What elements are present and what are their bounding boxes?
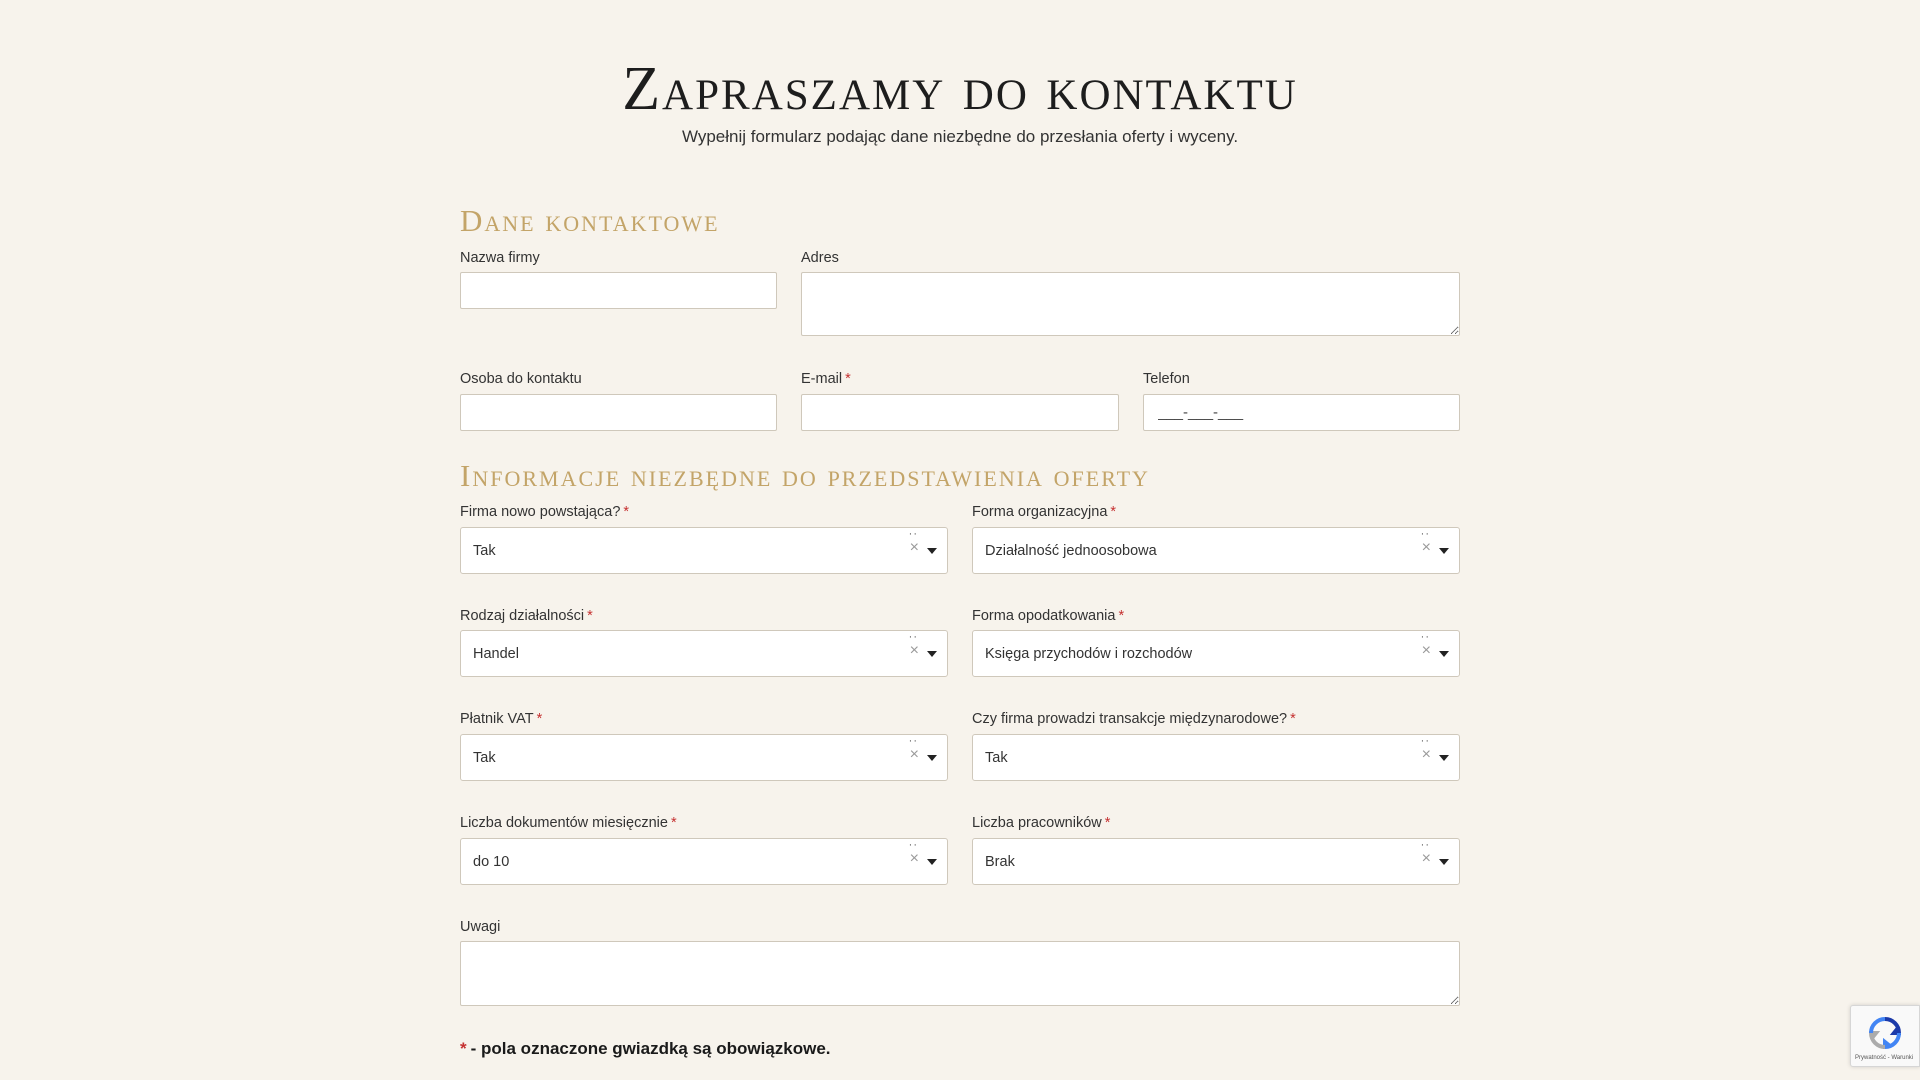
drag-handle-icon: ··	[1420, 528, 1430, 540]
required-mark: *	[1290, 711, 1296, 727]
required-mark: *	[536, 711, 543, 727]
label-contact-person: Osoba do kontaktu	[460, 371, 582, 387]
label-org-form: Forma organizacyjna *	[972, 504, 1117, 520]
select-value: Tak	[473, 543, 496, 559]
drag-handle-icon: ··	[1420, 735, 1430, 747]
select-value: Działalność jednoosobowa	[985, 543, 1157, 559]
clear-icon[interactable]: ×	[909, 850, 919, 867]
clear-icon[interactable]: ×	[1421, 850, 1431, 867]
select-value: Handel	[473, 646, 519, 662]
chevron-down-icon[interactable]	[927, 548, 937, 554]
recaptcha-badge[interactable]	[1850, 1005, 1920, 1067]
clear-icon[interactable]: ×	[909, 746, 919, 763]
clear-icon[interactable]: ×	[1421, 746, 1431, 763]
label-vat-payer: Płatnik VAT *	[460, 711, 543, 727]
drag-handle-icon: ··	[908, 528, 918, 540]
required-mark: *	[670, 815, 677, 831]
drag-handle-icon: ··	[908, 735, 918, 747]
required-mark: *	[1110, 504, 1117, 520]
address-textarea[interactable]	[801, 272, 1460, 336]
label-international: Czy firma prowadzi transakcje międzynarodowe? *	[972, 711, 1296, 727]
chevron-down-icon[interactable]	[1439, 859, 1449, 865]
notes-textarea[interactable]	[460, 941, 1460, 1006]
select-value: Tak	[473, 750, 496, 766]
label-phone: Telefon	[1143, 371, 1190, 387]
company-name-input[interactable]	[460, 272, 777, 309]
required-mark: *	[1118, 608, 1125, 624]
drag-handle-icon: ··	[908, 631, 918, 643]
drag-handle-icon: ··	[1420, 839, 1430, 851]
chevron-down-icon[interactable]	[1439, 755, 1449, 761]
required-fields-note: * - pola oznaczone gwiazdką są obowiązkowe.	[460, 1039, 831, 1058]
required-mark: *	[845, 371, 851, 387]
email-input[interactable]	[801, 394, 1119, 431]
recaptcha-icon	[1867, 1015, 1903, 1051]
label-address: Adres	[801, 250, 839, 266]
page-subtitle: Wypełnij formularz podając dane niezbędne do przesłania oferty i wyceny.	[681, 127, 1239, 146]
chevron-down-icon[interactable]	[1439, 651, 1449, 657]
label-employees: Liczba pracowników *	[972, 815, 1111, 831]
label-company-name: Nazwa firmy	[460, 250, 540, 266]
clear-icon[interactable]: ×	[909, 642, 919, 659]
required-mark: *	[587, 608, 593, 624]
label-new-company: Firma nowo powstająca? *	[460, 504, 630, 520]
recaptcha-links[interactable]: Prywatność - Warunki	[1855, 1055, 1914, 1061]
clear-icon[interactable]: ×	[1421, 539, 1431, 556]
required-mark: *	[460, 1039, 467, 1058]
select-value: Tak	[985, 750, 1008, 766]
international-select[interactable]	[972, 734, 1460, 781]
contact-person-input[interactable]	[460, 394, 777, 431]
chevron-down-icon[interactable]	[1439, 548, 1449, 554]
tax-form-select[interactable]	[972, 630, 1460, 677]
chevron-down-icon[interactable]	[927, 651, 937, 657]
section-title-contact: Dane kontaktowe	[460, 203, 720, 238]
select-value: Księga przychodów i rozchodów	[985, 646, 1193, 662]
label-notes: Uwagi	[460, 919, 501, 935]
required-mark: *	[623, 504, 630, 520]
phone-input[interactable]	[1143, 394, 1460, 431]
employees-select[interactable]	[972, 838, 1460, 885]
select-value: Brak	[985, 854, 1015, 870]
required-mark: *	[1104, 815, 1111, 831]
label-business-type: Rodzaj działalności *	[460, 608, 593, 624]
chevron-down-icon[interactable]	[927, 755, 937, 761]
clear-icon[interactable]: ×	[909, 539, 919, 556]
documents-select[interactable]	[460, 838, 948, 885]
page-title: Zapraszamy do kontaktu	[622, 55, 1298, 123]
drag-handle-icon: ··	[908, 839, 918, 851]
new-company-select[interactable]	[460, 527, 948, 574]
clear-icon[interactable]: ×	[1421, 642, 1431, 659]
label-tax-form: Forma opodatkowania *	[972, 608, 1125, 624]
label-documents: Liczba dokumentów miesięcznie *	[460, 815, 677, 831]
vat-payer-select[interactable]	[460, 734, 948, 781]
business-type-select[interactable]	[460, 630, 948, 677]
section-title-offer: Informacje niezbędne do przedstawienia oferty	[460, 458, 1150, 493]
select-value: do 10	[473, 854, 510, 870]
chevron-down-icon[interactable]	[927, 859, 937, 865]
drag-handle-icon: ··	[1420, 631, 1430, 643]
label-email: E-mail *	[801, 371, 851, 387]
org-form-select[interactable]	[972, 527, 1460, 574]
